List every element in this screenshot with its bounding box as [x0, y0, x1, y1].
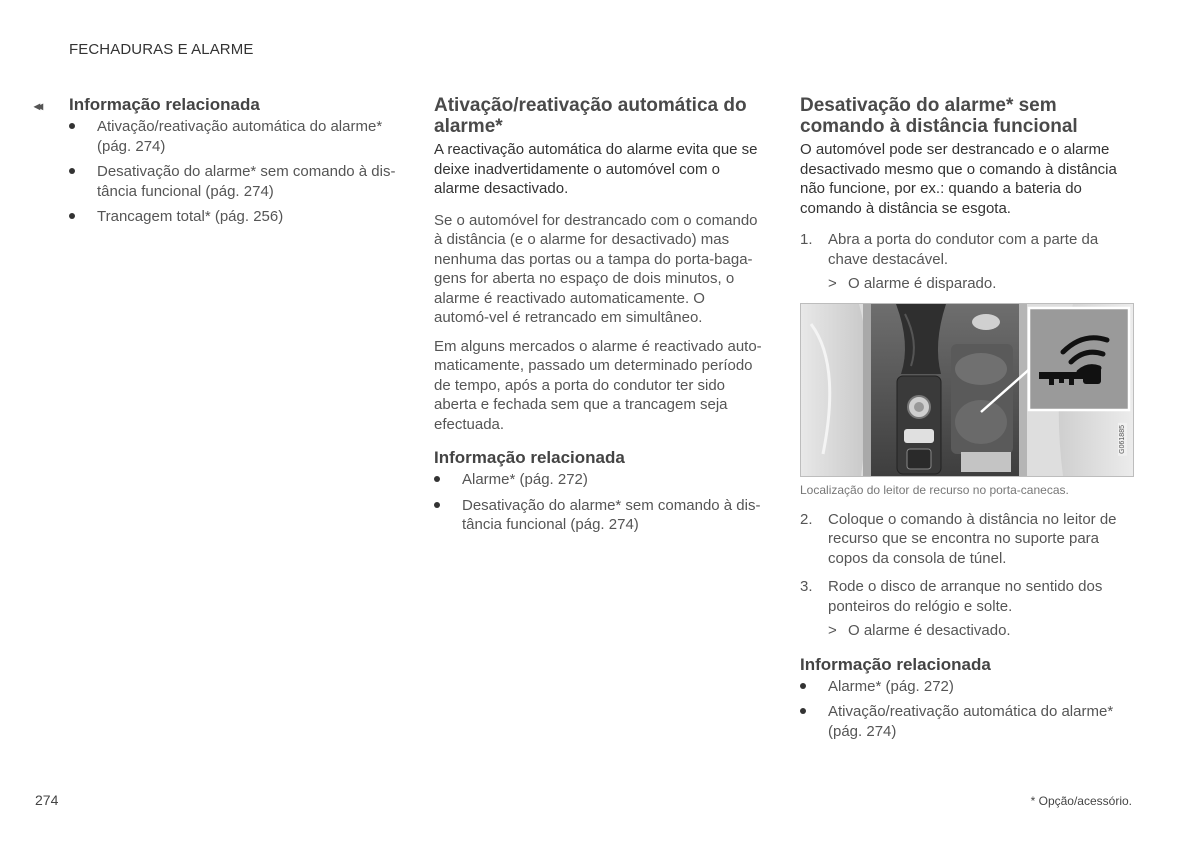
step-result	[800, 621, 1134, 641]
bullet-icon	[800, 683, 806, 689]
console-figure	[800, 303, 1134, 477]
double-back-arrow-icon[interactable]: ◂◂	[34, 99, 41, 113]
auto-rearm-section	[434, 95, 764, 541]
deactivate-alarm-section	[800, 95, 1134, 747]
step-text: Coloque o comando à distância no leitor de recurso que se encontra no suporte para copos da consola de túnel.	[828, 510, 1117, 567]
steps-list	[800, 510, 1134, 617]
section-title: Desativação do alarme* sem comando à distância funcional	[800, 95, 1078, 137]
related-info-link[interactable]: Desativação do alarme* sem comando à dis-tância funcional (pág. 274)	[434, 496, 764, 535]
related-info-column-1	[34, 95, 399, 233]
related-info-link[interactable]: Ativação/reativação automática do alarme* (pág. 274)	[800, 702, 1134, 741]
step-item	[800, 230, 1134, 269]
related-info-heading-text: Informação relacionada	[69, 95, 260, 114]
related-info-list	[434, 470, 764, 535]
result-text: O alarme é desactivado.	[848, 622, 1011, 639]
step-number: 3.	[800, 578, 813, 595]
console-illustration	[801, 304, 1133, 476]
section-lead: A reactivação automática do alarme evita que se deixe inadvertidamente o automóvel com o alarme desactivado.	[434, 141, 758, 197]
figure-code: G061885	[1119, 424, 1126, 454]
related-info-link[interactable]: Alarme* (pág. 272)	[434, 470, 764, 490]
page-number: 274	[35, 792, 59, 808]
step-text: Rode o disco de arranque no sentido dos ponteiros do relógio e solte.	[828, 578, 1103, 615]
step-number: 2.	[800, 510, 813, 528]
bullet-icon	[69, 168, 75, 174]
figure-caption: Localização do leitor de recurso no porta-canecas.	[800, 482, 1069, 497]
bullet-icon	[434, 476, 440, 482]
section-lead: O automóvel pode ser destrancado e o alarme desactivado mesmo que o comando à distância não funcione, por ex.: quando a bateria do comando à distância se esgota.	[800, 141, 1117, 217]
step-number: 1.	[800, 231, 813, 248]
body-paragraph: Se o automóvel for destrancado com o comando à distância (e o alarme for desactivado) mas nenhuma das portas ou a tampa do porta-baga-gens for aberta no espaço de dois minutos, o alarme é reactivado automaticamente. O automó-vel é retrancado em simultâneo.	[434, 211, 758, 326]
running-header: FECHADURAS E ALARME	[69, 41, 254, 58]
bullet-icon	[69, 123, 75, 129]
related-info-heading: Informação relacionada	[434, 448, 625, 467]
related-info-list	[69, 117, 399, 227]
result-marker: >	[828, 622, 837, 639]
related-info-link[interactable]: Desativação do alarme* sem comando à dis-tância funcional (pág. 274)	[69, 162, 399, 201]
step-item	[800, 577, 1134, 616]
related-info-link[interactable]: Alarme* (pág. 272)	[800, 677, 1134, 697]
bullet-icon	[69, 213, 75, 219]
related-info-list	[800, 677, 1134, 742]
bullet-icon	[434, 502, 440, 508]
related-info-link[interactable]: Ativação/reativação automática do alarme* (pág. 274)	[69, 117, 399, 156]
step-text: Abra a porta do condutor com a parte da chave destacável.	[828, 231, 1099, 268]
step-item	[800, 510, 1134, 569]
bullet-icon	[800, 708, 806, 714]
related-info-link[interactable]: Trancagem total* (pág. 256)	[69, 207, 399, 227]
related-info-heading	[34, 95, 399, 115]
result-text: O alarme é disparado.	[848, 275, 997, 292]
steps-list	[800, 230, 1134, 269]
step-result	[800, 274, 1134, 294]
section-title: Ativação/reativação automática do alarme*	[434, 95, 747, 137]
footnote: * Opção/acessório.	[1030, 794, 1132, 808]
result-marker: >	[828, 275, 837, 292]
related-info-heading: Informação relacionada	[800, 654, 991, 674]
body-paragraph: Em alguns mercados o alarme é reactivado auto-maticamente, passado um determinado período de tempo, após a porta do condutor ter sido aberta e fechada sem que a trancagem seja efectuada.	[434, 337, 762, 433]
